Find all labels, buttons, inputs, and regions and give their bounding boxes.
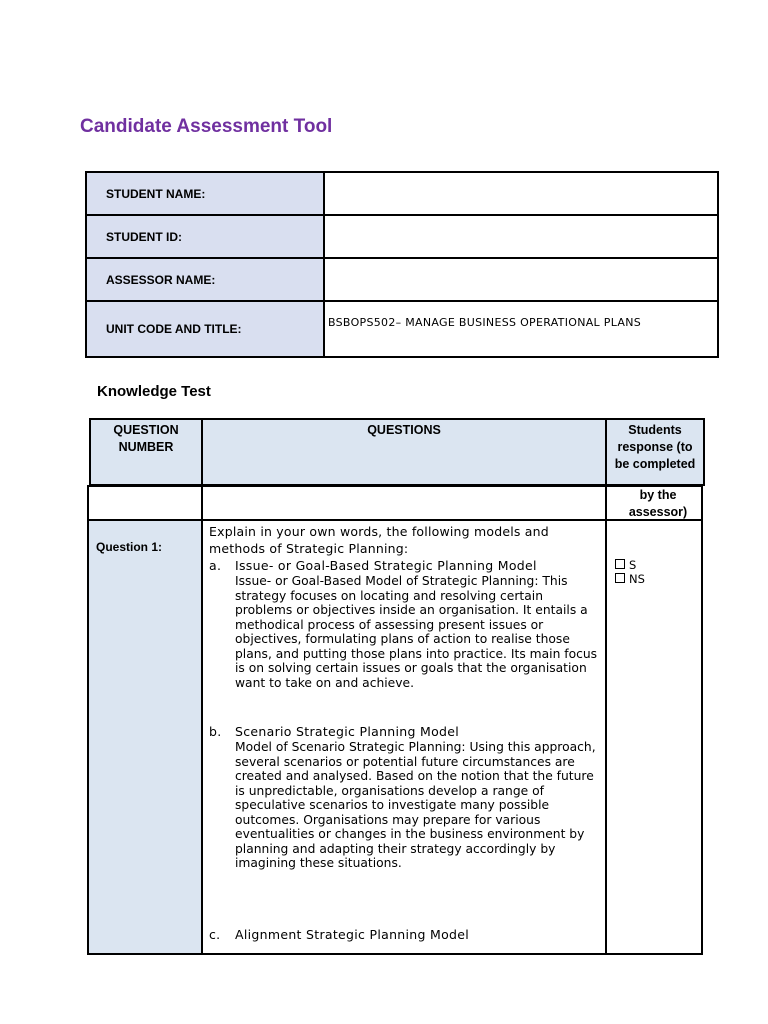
item-a-title-row <box>209 557 601 574</box>
knowledge-test-table <box>87 485 703 955</box>
question-number-cell <box>88 520 202 954</box>
student-info-table <box>85 171 719 358</box>
student-id-field[interactable] <box>324 215 718 258</box>
question-content-cell <box>202 520 606 954</box>
question-intro: Explain in your own words, the following models and methods of Strategic Planning: <box>209 524 549 556</box>
item-c-letter: c. <box>209 926 221 942</box>
checkbox-s-box[interactable] <box>615 559 625 569</box>
item-b-letter: b. <box>209 724 222 739</box>
spacer-cell-number <box>88 486 202 520</box>
checkbox-s[interactable] <box>615 558 701 572</box>
spacer-row <box>88 486 702 520</box>
item-a-title: Issue- or Goal-Based Strategic Planning Model <box>235 558 537 573</box>
info-row-unit <box>86 301 718 357</box>
info-row-student-name <box>86 172 718 215</box>
student-id-label: STUDENT ID: <box>86 215 324 258</box>
knowledge-test-header <box>89 418 705 486</box>
assessor-name-field[interactable] <box>324 258 718 301</box>
item-b-title: Scenario Strategic Planning Model <box>235 724 460 739</box>
assessor-name-label: ASSESSOR NAME: <box>86 258 324 301</box>
header-response-overflow: by the assessor) <box>628 488 688 519</box>
checkbox-ns[interactable] <box>615 572 701 586</box>
item-c-title: Alignment Strategic Planning Model <box>235 926 470 942</box>
checkbox-ns-box[interactable] <box>615 573 625 583</box>
student-name-label: STUDENT NAME: <box>86 172 324 215</box>
item-c-title-row <box>209 926 601 943</box>
item-b-answer[interactable]: Model of Scenario Strategic Planning: Using this approach, several scenarios or potential future circumstances are created and analysed. Based on the notion that the future is unpredictable, organisations develop a range of speculative scenarios to investigate many possible outcomes. Organisations may prepare for various eventualities or changes in the business environment by planning and adapting their strategy accordingly by imagining these situations. <box>235 740 596 870</box>
header-questions: QUESTIONS <box>202 419 606 485</box>
header-question-number: QUESTION NUMBER <box>90 419 202 485</box>
item-a-answer[interactable]: Issue- or Goal-Based Model of Strategic Planning: This strategy focuses on locating and resolving certain problems or objectives inside an organisation. It entails a methodical process of assessing present issues or objectives, formulating plans of action to realise those plans, and putting those plans into practice. Its main focus is on solving certain issues or goals that the organisation want to take on and achieve. <box>235 574 598 690</box>
question-label: Question 1: <box>96 540 163 554</box>
spacer-cell-question <box>202 486 606 520</box>
checkbox-s-label: S <box>629 558 637 572</box>
info-row-assessor-name <box>86 258 718 301</box>
unit-code-label: UNIT CODE AND TITLE: <box>86 301 324 357</box>
item-b-title-row <box>209 723 601 740</box>
student-name-field[interactable] <box>324 172 718 215</box>
question-row-1 <box>88 520 702 954</box>
unit-code-value: BSBOPS502– MANAGE BUSINESS OPERATIONAL PLANS <box>324 301 718 357</box>
document-title: Candidate Assessment Tool <box>80 116 333 137</box>
section-heading: Knowledge Test <box>97 383 211 400</box>
header-response: Students response (to be completed <box>606 419 704 485</box>
response-cell <box>606 520 702 954</box>
info-row-student-id <box>86 215 718 258</box>
item-a-letter: a. <box>209 558 222 573</box>
checkbox-ns-label: NS <box>629 572 645 586</box>
